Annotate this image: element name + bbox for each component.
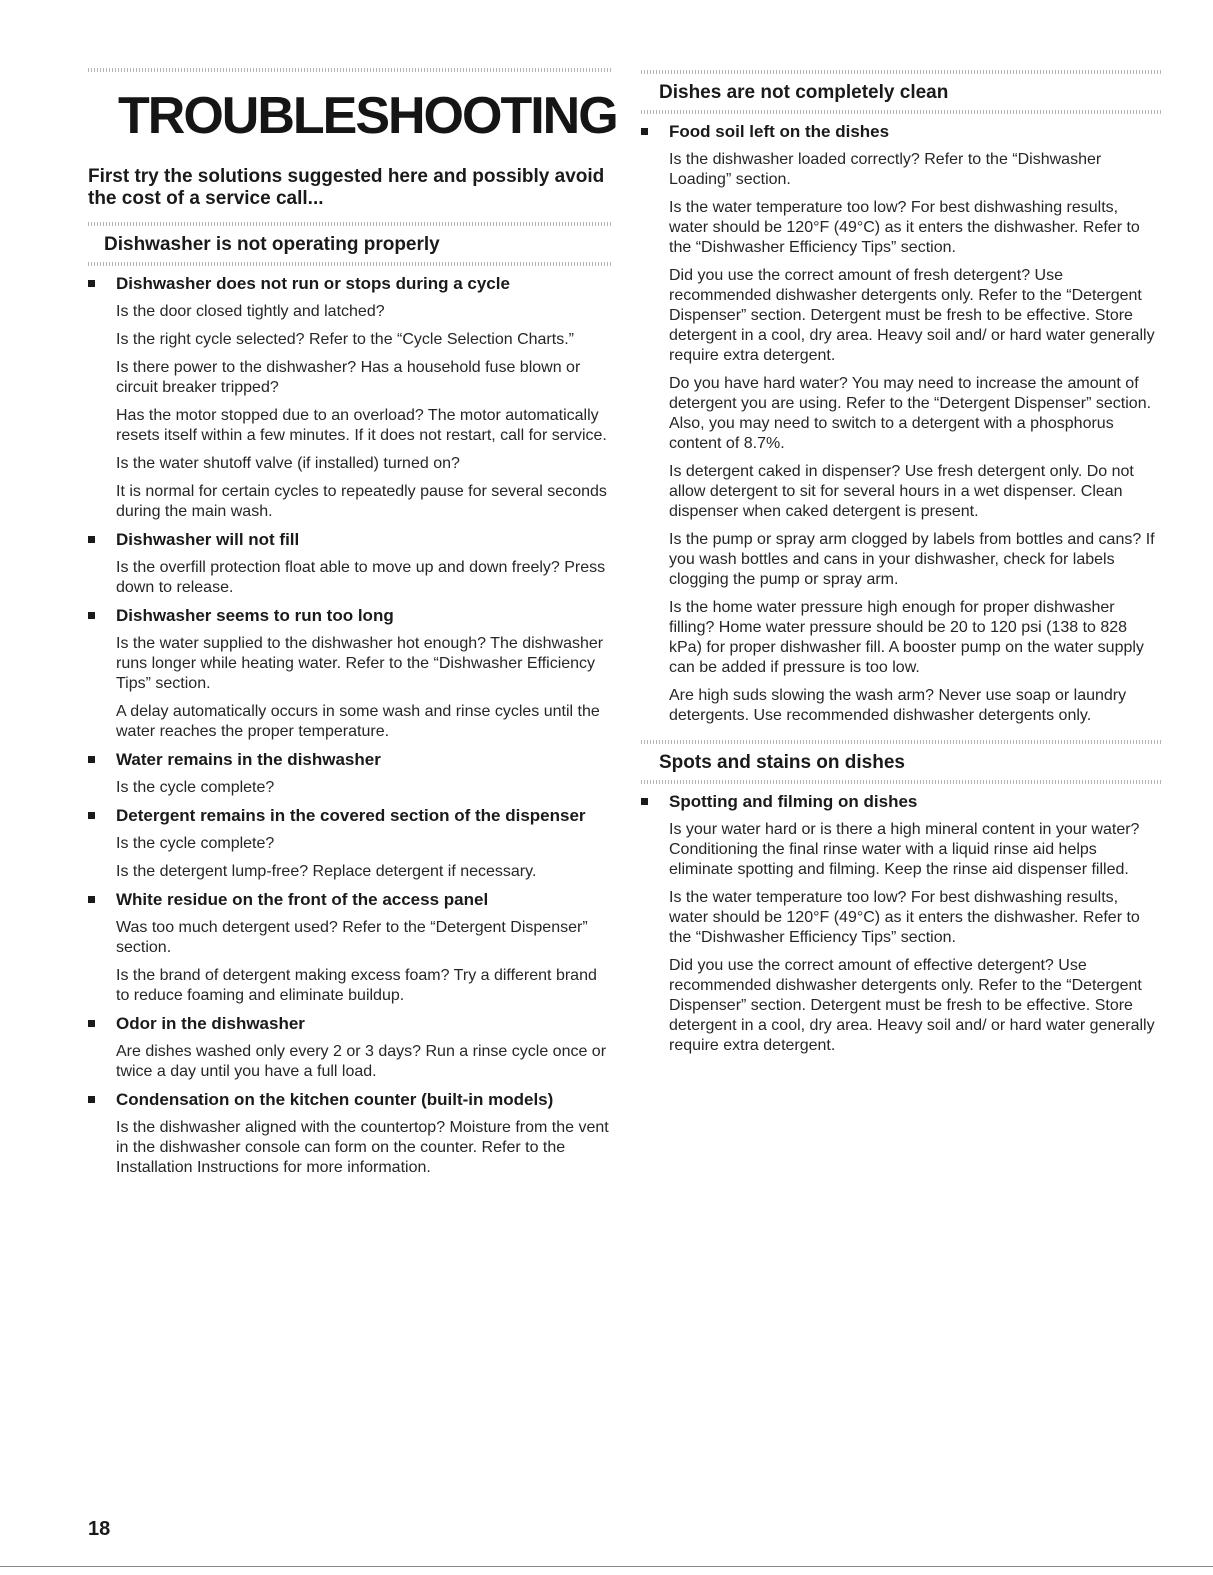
bottom-rule	[0, 1566, 1213, 1567]
solution-text: Is the home water pressure high enough for proper dishwasher filling? Home water pressure should be 20 to 120 psi (138 to 828 kPa) for proper dishwasher fill. A booster pump on the water supply can be added if pressure is too low.	[669, 599, 1144, 676]
square-bullet-icon	[88, 756, 95, 763]
square-bullet-icon	[88, 1020, 95, 1027]
problem-heading: White residue on the front of the access panel	[116, 890, 489, 909]
solution-text: Did you use the correct amount of effective detergent? Use recommended dishwasher detergents only. Refer to the “Detergent Dispenser” section. Detergent must be fresh to be effective. Store detergent in a cool, dry area. Heavy soil and/ or hard water generally require extra detergent.	[669, 957, 1155, 1054]
solution-text: Is the detergent lump-free? Replace detergent if necessary.	[116, 863, 537, 880]
problem-heading: Detergent remains in the covered section of the dispenser	[116, 806, 586, 825]
problem-heading: Condensation on the kitchen counter (built-in models)	[116, 1090, 554, 1109]
intro-text: First try the solutions suggested here and possibly avoid the cost of a service call...	[88, 166, 605, 209]
solution-text: Is the brand of detergent making excess foam? Try a different brand to reduce foaming and eliminate buildup.	[116, 967, 597, 1004]
solution-text: Is the cycle complete?	[116, 779, 275, 796]
solution-text: Is the cycle complete?	[116, 835, 275, 852]
solution-text: Is the door closed tightly and latched?	[116, 303, 385, 320]
solution-text: Is the overfill protection float able to move up and down freely? Press down to release.	[116, 559, 606, 596]
troubleshooting-item	[88, 1014, 613, 1082]
troubleshooting-list	[641, 792, 1161, 1056]
solution-text: Is the water supplied to the dishwasher hot enough? The dishwasher runs longer while heating water. Refer to the “Dishwasher Efficiency Tips” section.	[116, 635, 604, 692]
solution-text: Is the water temperature too low? For best dishwashing results, water should be 120°F (49°C) as it enters the dishwasher. Refer to the “Dishwasher Efficiency Tips” section.	[669, 199, 1140, 256]
square-bullet-icon	[88, 1096, 95, 1103]
problem-heading: Food soil left on the dishes	[669, 122, 890, 141]
section-heading: Spots and stains on dishes	[659, 752, 905, 773]
solution-text: Is the right cycle selected? Refer to the “Cycle Selection Charts.”	[116, 331, 574, 348]
solution-text: Are dishes washed only every 2 or 3 days? Run a rinse cycle once or twice a day until you have a full load.	[116, 1043, 607, 1080]
square-bullet-icon	[88, 612, 95, 619]
left-column	[88, 0, 617, 1178]
title-rule	[88, 68, 613, 72]
troubleshooting-list	[88, 274, 613, 1178]
square-bullet-icon	[88, 896, 95, 903]
problem-heading: Odor in the dishwasher	[116, 1014, 305, 1033]
page-title: TROUBLESHOOTING	[118, 87, 617, 145]
section-heading: Dishwasher is not operating properly	[104, 234, 440, 255]
solution-text: Did you use the correct amount of fresh detergent? Use recommended dishwasher detergents only. Refer to the “Detergent Dispenser” section. Detergent must be fresh to be effective. Store detergent in a cool, dry area. Heavy soil and/ or hard water generally require extra detergent.	[669, 267, 1155, 364]
solution-text: Is there power to the dishwasher? Has a household fuse blown or circuit breaker tripped?	[116, 359, 581, 396]
solution-text: Do you have hard water? You may need to increase the amount of detergent you are using. Refer to the “Detergent Dispenser” section. Also, you may need to switch to a detergent with a phosphorus content of 8.7%.	[669, 375, 1152, 452]
section-rule-bottom	[641, 110, 1161, 114]
solution-text: A delay automatically occurs in some wash and rinse cycles until the water reaches the proper temperature.	[116, 703, 600, 740]
solution-text: Is the water temperature too low? For best dishwashing results, water should be 120°F (49°C) as it enters the dishwasher. Refer to the “Dishwasher Efficiency Tips” section.	[669, 889, 1140, 946]
solution-text: It is normal for certain cycles to repeatedly pause for several seconds during the main wash.	[116, 483, 607, 520]
troubleshooting-item	[641, 792, 1161, 1056]
troubleshooting-item	[88, 606, 613, 742]
square-bullet-icon	[641, 798, 648, 805]
problem-heading: Dishwasher does not run or stops during a cycle	[116, 274, 510, 293]
section-rule-bottom	[641, 780, 1161, 784]
troubleshooting-item	[88, 530, 613, 598]
square-bullet-icon	[88, 536, 95, 543]
section-rule-bottom	[88, 262, 613, 266]
solution-text: Is the water shutoff valve (if installed) turned on?	[116, 455, 460, 472]
page-number: 18	[88, 1518, 111, 1540]
solution-text: Was too much detergent used? Refer to the “Detergent Dispenser” section.	[116, 919, 588, 956]
solution-text: Is the pump or spray arm clogged by labels from bottles and cans? If you wash bottles and cans in your dishwasher, check for labels clogging the pump or spray arm.	[669, 531, 1155, 588]
troubleshooting-item	[88, 1090, 613, 1178]
right-column	[641, 0, 1161, 1056]
solution-text: Has the motor stopped due to an overload? The motor automatically resets itself within a few minutes. If it does not restart, call for service.	[116, 407, 607, 444]
square-bullet-icon	[88, 280, 95, 287]
square-bullet-icon	[88, 812, 95, 819]
problem-heading: Dishwasher seems to run too long	[116, 606, 394, 625]
troubleshooting-item	[88, 750, 613, 798]
section-heading: Dishes are not completely clean	[659, 82, 949, 103]
troubleshooting-item	[641, 122, 1161, 726]
problem-heading: Spotting and filming on dishes	[669, 792, 918, 811]
solution-text: Are high suds slowing the wash arm? Never use soap or laundry detergents. Use recommended dishwasher detergents only.	[669, 687, 1127, 724]
troubleshooting-list	[641, 122, 1161, 726]
problem-heading: Dishwasher will not fill	[116, 530, 300, 549]
solution-text: Is the dishwasher aligned with the countertop? Moisture from the vent in the dishwasher console can form on the counter. Refer to the Installation Instructions for more information.	[116, 1119, 609, 1176]
problem-heading: Water remains in the dishwasher	[116, 750, 381, 769]
square-bullet-icon	[641, 128, 648, 135]
troubleshooting-item	[88, 890, 613, 1006]
solution-text: Is detergent caked in dispenser? Use fresh detergent only. Do not allow detergent to sit for several hours in a wet dispenser. Clean dispenser when caked detergent is present.	[669, 463, 1134, 520]
solution-text: Is the dishwasher loaded correctly? Refer to the “Dishwasher Loading” section.	[669, 151, 1102, 188]
troubleshooting-item	[88, 274, 613, 522]
troubleshooting-item	[88, 806, 613, 882]
solution-text: Is your water hard or is there a high mineral content in your water? Conditioning the final rinse water with a liquid rinse aid helps eliminate spotting and filming. Keep the rinse aid dispenser filled.	[669, 821, 1140, 878]
